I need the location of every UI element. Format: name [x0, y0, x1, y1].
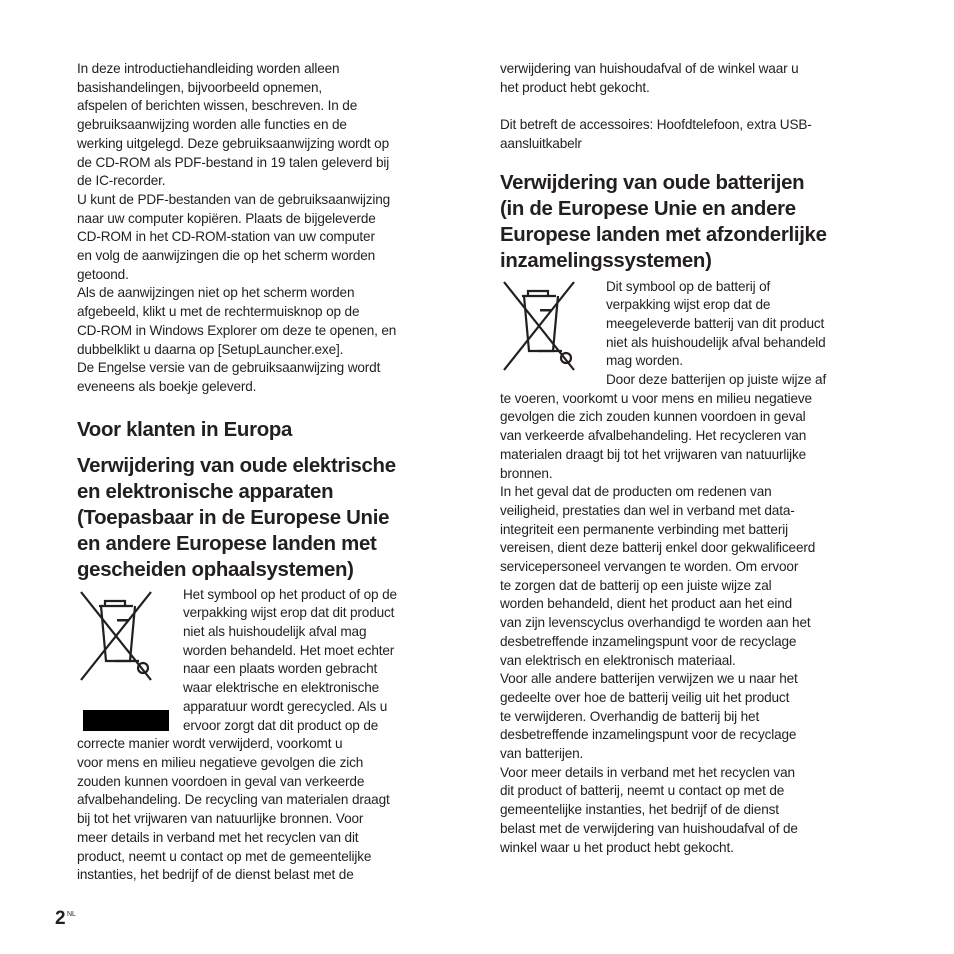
- text-line: te zorgen dat de batterij op een juiste wijze zal: [500, 577, 772, 593]
- text-line: Als de aanwijzingen niet op het scherm worden: [77, 285, 355, 301]
- left-column: [77, 60, 457, 885]
- text-line: eveneens als boekje geleverd.: [77, 378, 257, 394]
- text-line: CD-ROM in Windows Explorer om deze te openen, en: [77, 322, 397, 338]
- text-line: van verkeerde afvalbehandeling. Het recycleren van: [500, 428, 807, 444]
- text-line: van elektrisch en elektronisch materiaal.: [500, 652, 736, 668]
- text-line: correcte manier wordt verwijderd, voorkomt u: [77, 736, 343, 752]
- text-line: Dit betreft de accessoires: Hoofdtelefoon, extra USB-: [500, 117, 812, 133]
- text-line: servicepersoneel vervangen te worden. Om ervoor: [500, 559, 799, 575]
- text-line: product, neemt u contact op met de gemeentelijke: [77, 848, 372, 864]
- text-line: dubbelklikt u daarna op [SetupLauncher.exe].: [77, 341, 344, 357]
- text-line: verwijdering van huishoudafval of de winkel waar u: [500, 61, 799, 76]
- heading-line: inzamelingssystemen): [500, 249, 712, 272]
- text-line: van batterijen.: [500, 746, 584, 762]
- text-line: gebruiksaanwijzing worden alle functies en de: [77, 117, 347, 133]
- heading-line: en elektronische apparaten: [77, 480, 334, 503]
- accessories-paragraph: [500, 116, 878, 153]
- text-line: Het symbool op het product of op de: [183, 586, 397, 602]
- heading-weee: [77, 453, 457, 583]
- heading-line: Europese landen met afzonderlijke: [500, 223, 827, 246]
- text-line: te voeren, voorkomt u voor mens en milieu negatieve: [500, 390, 812, 406]
- text-line: en volg de aanwijzingen die op het scherm worden: [77, 248, 376, 264]
- text-line: veiligheid, prestaties dan wel in verband met data-: [500, 502, 795, 518]
- text-line: verpakking wijst erop dat de: [606, 297, 771, 313]
- text-line: gedeelte over hoe de batterij veilig uit het product: [500, 689, 790, 705]
- text-line: winkel waar u het product hebt gekocht.: [500, 839, 734, 855]
- text-line: worden behandeld, dient het product aan het eind: [500, 596, 793, 612]
- text-line: voor mens en milieu negatieve gevolgen die zich: [77, 754, 364, 770]
- text-line: bij tot het vrijwaren van natuurlijke bronnen. Voor: [77, 811, 364, 827]
- text-line: afspelen of berichten wissen, beschreven. In de: [77, 98, 358, 114]
- text-line: basishandelingen, bijvoorbeeld opnemen,: [77, 79, 323, 95]
- text-line: desbetreffende inzamelingspunt voor de recyclage: [500, 727, 797, 743]
- text-line: belast met de verwijdering van huishoudafval of de: [500, 820, 798, 836]
- text-line: integriteit een permanente verbinding met batterij: [500, 521, 788, 537]
- text-line: vereisen, dient deze batterij enkel door gekwalificeerd: [500, 540, 816, 556]
- crossed-out-wheelie-bin-icon: [77, 588, 155, 684]
- text-line: afgebeeld, klikt u met de rechtermuisknop op de: [77, 304, 360, 320]
- text-line: materialen draagt bij tot het vrijwaren van natuurlijke: [500, 446, 807, 462]
- text-line: worden behandeld. Het moet echter: [183, 642, 395, 658]
- text-line: gemeentelijke instanties, het bedrijf of de dienst: [500, 802, 779, 818]
- text-line: aansluitkabelr: [500, 135, 582, 151]
- text-line: meer details in verband met het recyclen van dit: [77, 829, 359, 845]
- text-line: te verwijderen. Overhandig de batterij bij het: [500, 708, 760, 724]
- text-line: Dit symbool op de batterij of: [606, 278, 771, 294]
- text-line: verpakking wijst erop dat dit product: [183, 605, 395, 621]
- heading-line: Verwijdering van oude elektrische: [77, 454, 396, 477]
- heading-battery: [500, 170, 878, 274]
- text-line: getoond.: [77, 266, 129, 282]
- text-line: dit product of batterij, neemt u contact op met de: [500, 783, 785, 799]
- text-line: meegeleverde batterij van dit product: [606, 315, 825, 331]
- text-line: Voor alle andere batterijen verwijzen we u naar het: [500, 671, 798, 687]
- text-line: bronnen.: [500, 465, 553, 481]
- heading-line: (Toepasbaar in de Europese Unie: [77, 506, 390, 529]
- page-language-code: NL: [67, 911, 76, 918]
- text-line: U kunt de PDF-bestanden van de gebruiksaanwijzing: [77, 191, 391, 207]
- paragraph-gap: [500, 97, 878, 116]
- heading-line: gescheiden ophaalsystemen): [77, 558, 354, 581]
- heading-line: Verwijdering van oude batterijen: [500, 171, 805, 194]
- text-line: afvalbehandeling. De recycling van materialen draagt: [77, 792, 390, 808]
- text-line: het product hebt gekocht.: [500, 79, 650, 95]
- text-line: de IC-recorder.: [77, 173, 166, 189]
- weee-paragraph: [77, 586, 457, 885]
- text-line: de CD-ROM als PDF-bestand in 19 talen geleverd bij: [77, 154, 390, 170]
- text-line: waar elektrische en elektronische: [183, 680, 380, 696]
- black-bar: [83, 710, 169, 731]
- text-line: In het geval dat de producten om redenen van: [500, 484, 772, 500]
- text-line: mag worden.: [606, 353, 683, 369]
- text-line: niet als huishoudelijk afval mag: [183, 624, 367, 640]
- text-line: Door deze batterijen op juiste wijze af: [606, 372, 827, 388]
- right-column: [500, 60, 878, 857]
- heading-europe: Voor klanten in Europa: [77, 418, 293, 441]
- continuation-paragraph: [500, 60, 878, 97]
- page-number: 2: [55, 908, 66, 929]
- heading-line: en andere Europese landen met: [77, 532, 377, 555]
- text-line: naar uw computer kopiëren. Plaats de bijgeleverde: [77, 210, 376, 226]
- text-line: zouden kunnen voordoen in geval van verkeerde: [77, 773, 365, 789]
- crossed-out-wheelie-bin-icon: [500, 278, 578, 374]
- battery-paragraph: [500, 278, 878, 858]
- text-line: apparatuur wordt gerecycled. Als u: [183, 698, 388, 714]
- text-line: In deze introductiehandleiding worden alleen: [77, 61, 340, 76]
- text-line: ervoor zorgt dat dit product op de: [183, 717, 379, 733]
- text-line: van zijn levenscyclus overhandigd te worden aan het: [500, 615, 811, 631]
- text-line: desbetreffende inzamelingspunt voor de recyclage: [500, 633, 797, 649]
- text-line: De Engelse versie van de gebruiksaanwijzing wordt: [77, 360, 381, 376]
- text-line: werking uitgelegd. Deze gebruiksaanwijzing wordt op: [77, 135, 389, 151]
- text-line: niet als huishoudelijk afval behandeld: [606, 334, 826, 350]
- text-line: gevolgen die zich zouden kunnen voordoen in geval: [500, 409, 806, 425]
- text-line: naar een plaats worden gebracht: [183, 661, 378, 677]
- text-line: Voor meer details in verband met het recyclen van: [500, 764, 795, 780]
- intro-paragraph: [77, 60, 457, 397]
- text-line: CD-ROM in het CD-ROM-station van uw computer: [77, 229, 375, 245]
- text-line: instanties, het bedrijf of de dienst belast met de: [77, 867, 354, 883]
- heading-line: (in de Europese Unie en andere: [500, 197, 796, 220]
